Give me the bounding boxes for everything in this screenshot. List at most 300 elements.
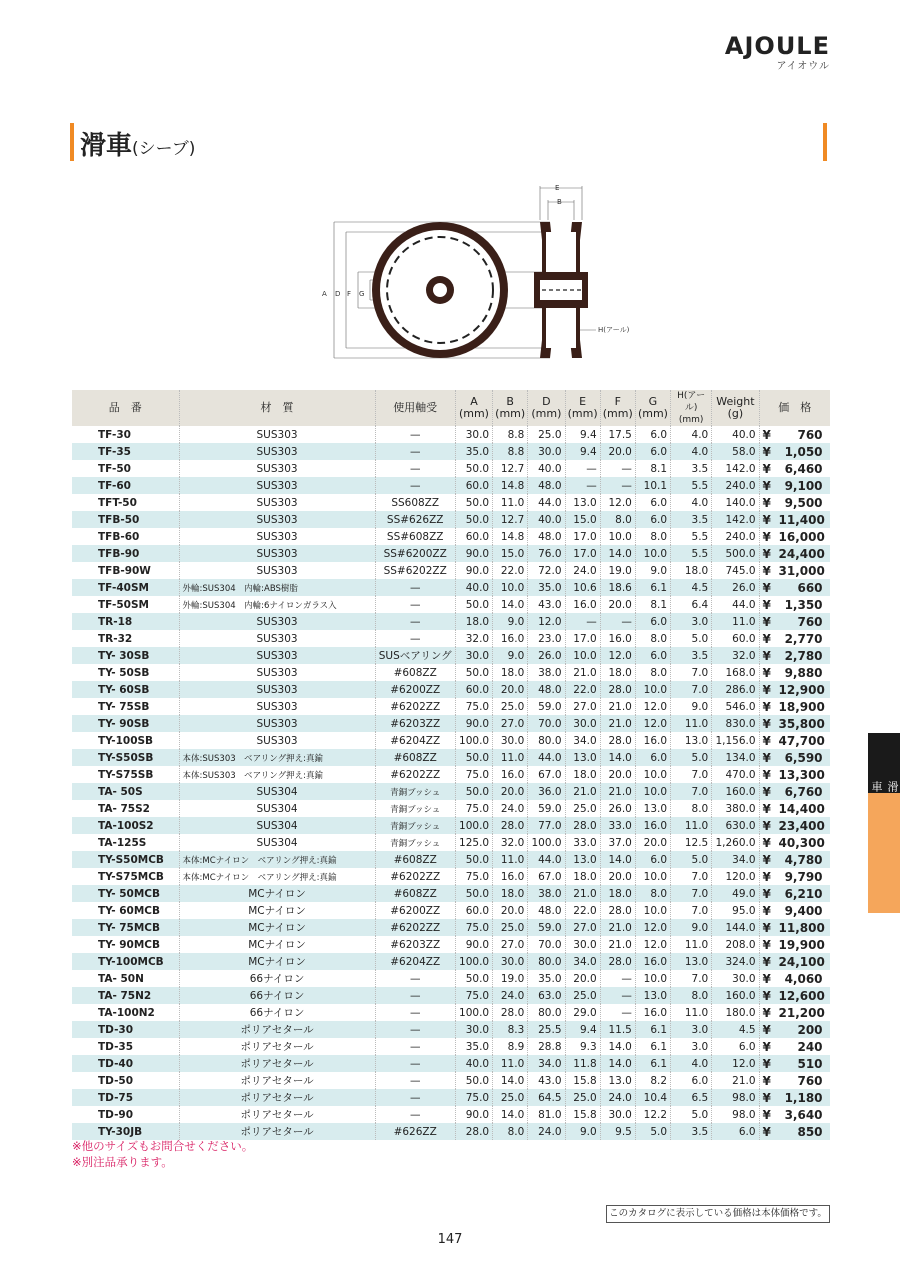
dim-g: 8.0 — [635, 885, 670, 902]
price-value: 9,880 — [784, 665, 823, 680]
dim-h: 8.0 — [671, 987, 712, 1004]
dim-h: 5.5 — [671, 545, 712, 562]
material: 本体:MCナイロン ベアリング押え:真鍮 — [179, 868, 375, 885]
dim-g: 6.0 — [635, 494, 670, 511]
title-sub: (シーブ) — [132, 139, 196, 159]
table-row — [72, 1055, 830, 1072]
dim-e: 25.0 — [565, 1089, 600, 1106]
dim-w: 470.0 — [712, 766, 759, 783]
dim-a: 90.0 — [455, 1106, 492, 1123]
table-row — [72, 953, 830, 970]
dim-b: 14.0 — [493, 596, 528, 613]
dim-b: 12.7 — [493, 460, 528, 477]
bearing: — — [375, 1055, 455, 1072]
dim-e: 9.3 — [565, 1038, 600, 1055]
dim-h: 9.0 — [671, 919, 712, 936]
dim-a: 35.0 — [455, 1038, 492, 1055]
material: 本体:SUS303 ベアリング押え:真鍮 — [179, 766, 375, 783]
bearing: — — [375, 630, 455, 647]
bearing: #6200ZZ — [375, 681, 455, 698]
dim-b: 22.0 — [493, 562, 528, 579]
price-value: 760 — [797, 1073, 823, 1088]
material: SUS303 — [179, 426, 375, 443]
product-code: TF-30 — [98, 428, 131, 441]
logo-sub: アイオウル — [776, 61, 830, 72]
bearing: #626ZZ — [375, 1123, 455, 1140]
dim-h: 7.0 — [671, 902, 712, 919]
dim-f: 10.0 — [600, 528, 635, 545]
dim-b: 9.0 — [493, 647, 528, 664]
yen-sign: ¥ — [762, 920, 771, 935]
dim-f: 20.0 — [600, 596, 635, 613]
product-code: TD-40 — [72, 1055, 179, 1072]
table-row — [72, 715, 830, 732]
dim-e: 27.0 — [565, 698, 600, 715]
title-accent-right — [823, 123, 827, 161]
price-value: 1,050 — [784, 444, 823, 459]
dim-w: 745.0 — [712, 562, 759, 579]
dim-a: 50.0 — [455, 596, 492, 613]
price-footnote: このカタログに表示している価格は本体価格です。 — [606, 1205, 830, 1223]
yen-sign: ¥ — [762, 903, 771, 918]
dim-e: 21.0 — [565, 783, 600, 800]
yen-sign: ¥ — [762, 478, 771, 493]
dim-a: 50.0 — [455, 783, 492, 800]
dim-e: 22.0 — [565, 681, 600, 698]
product-code: TY-S50MCB — [72, 851, 179, 868]
product-code: TF-35 — [72, 443, 179, 460]
dim-w: 60.0 — [712, 630, 759, 647]
price — [759, 494, 830, 511]
dim-e: — — [565, 460, 600, 477]
price-value: 21,200 — [778, 1005, 825, 1020]
price-value: 40,300 — [778, 835, 825, 850]
dim-e: 25.0 — [565, 800, 600, 817]
product-code: TD-35 — [98, 1040, 134, 1053]
spec-table — [72, 390, 830, 1140]
dim-f: — — [600, 477, 635, 494]
table-header-row — [72, 390, 830, 426]
material: SUS304 — [179, 783, 375, 800]
product-code: TY- 90MCB — [98, 938, 161, 951]
product-code: TR-32 — [98, 632, 133, 645]
dim-e: 15.0 — [565, 511, 600, 528]
dim-b: 20.0 — [493, 681, 528, 698]
dim-d: 28.8 — [528, 1038, 565, 1055]
dim-w: 140.0 — [712, 494, 759, 511]
bearing: #6202ZZ — [375, 919, 455, 936]
dim-h: 5.0 — [671, 851, 712, 868]
price-value: 4,780 — [784, 852, 823, 867]
dim-g: 6.1 — [635, 1038, 670, 1055]
yen-sign: ¥ — [762, 580, 771, 595]
dim-b: 16.0 — [493, 630, 528, 647]
price-value: 9,790 — [784, 869, 823, 884]
dim-g: 6.0 — [635, 426, 670, 443]
price-value: 19,900 — [778, 937, 825, 952]
price-value: 13,300 — [778, 767, 825, 782]
dim-h: 11.0 — [671, 817, 712, 834]
side-tab-accent — [868, 793, 900, 913]
dim-f: 17.5 — [600, 426, 635, 443]
table-row — [72, 443, 830, 460]
dim-b: 30.0 — [493, 732, 528, 749]
bearing: #6202ZZ — [375, 868, 455, 885]
dim-g: 10.0 — [635, 868, 670, 885]
product-code: TFT-50 — [98, 496, 137, 509]
dim-h: 4.5 — [671, 579, 712, 596]
dim-h: 11.0 — [671, 715, 712, 732]
dim-g: 16.0 — [635, 732, 670, 749]
dim-b: 15.0 — [493, 545, 528, 562]
material: 66ナイロン — [179, 970, 375, 987]
table-row — [72, 460, 830, 477]
dim-e: 17.0 — [565, 630, 600, 647]
dim-w: 160.0 — [712, 987, 759, 1004]
dim-e: 9.0 — [565, 1123, 600, 1140]
table-row — [72, 579, 830, 596]
material: SUS304 — [179, 834, 375, 851]
dim-e: 10.0 — [565, 647, 600, 664]
dim-w: 208.0 — [712, 936, 759, 953]
yen-sign: ¥ — [762, 597, 771, 612]
dim-f: 30.0 — [600, 1106, 635, 1123]
dim-f: — — [600, 987, 635, 1004]
dim-b: 12.7 — [493, 511, 528, 528]
dim-a: 50.0 — [455, 460, 492, 477]
price — [759, 902, 830, 919]
dim-h: 5.0 — [671, 749, 712, 766]
dim-w: 160.0 — [712, 783, 759, 800]
dim-d: 35.0 — [528, 970, 565, 987]
product-code: TY- 90SB — [72, 715, 179, 732]
dim-f: — — [600, 613, 635, 630]
dim-h: 3.0 — [671, 1021, 712, 1038]
price-value: 6,590 — [784, 750, 823, 765]
dim-d: 30.0 — [528, 443, 565, 460]
dim-a: 50.0 — [455, 664, 492, 681]
yen-sign: ¥ — [762, 682, 771, 697]
material: SUS303 — [179, 698, 375, 715]
dim-d: 70.0 — [528, 715, 565, 732]
dim-h: 3.5 — [671, 647, 712, 664]
side-tab — [868, 733, 900, 913]
dim-h: 11.0 — [671, 936, 712, 953]
dim-d: 44.0 — [528, 749, 565, 766]
dim-d: 80.0 — [528, 953, 565, 970]
price-value: 2,770 — [784, 631, 823, 646]
bearing: 青銅ブッシュ — [375, 800, 455, 817]
dim-a: 40.0 — [455, 1055, 492, 1072]
dim-h: 6.0 — [671, 1072, 712, 1089]
dim-g: 10.0 — [635, 970, 670, 987]
material: MCナイロン — [179, 902, 375, 919]
material: SUS303 — [179, 613, 375, 630]
dim-g: 10.4 — [635, 1089, 670, 1106]
yen-sign: ¥ — [762, 1005, 771, 1020]
product-code: TF-50 — [98, 462, 131, 475]
dim-d: 43.0 — [528, 1072, 565, 1089]
dim-a: 50.0 — [455, 511, 492, 528]
dim-a: 100.0 — [455, 732, 492, 749]
price — [759, 800, 830, 817]
table-row — [72, 902, 830, 919]
dim-f: 14.0 — [600, 1055, 635, 1072]
dim-b: 14.0 — [493, 1106, 528, 1123]
dim-e: 17.0 — [565, 545, 600, 562]
dim-f: 18.6 — [600, 579, 635, 596]
dim-e: 27.0 — [565, 919, 600, 936]
dim-e: — — [565, 613, 600, 630]
dim-w: 6.0 — [712, 1123, 759, 1140]
material: MCナイロン — [179, 885, 375, 902]
product-code: TA- 50S — [72, 783, 179, 800]
dim-h: 7.0 — [671, 885, 712, 902]
dim-w: 142.0 — [712, 460, 759, 477]
product-code: TY- 60MCB — [98, 904, 161, 917]
material: SUS304 — [179, 800, 375, 817]
price-value: 660 — [797, 580, 823, 595]
col-header: A (mm) — [455, 390, 492, 426]
dim-g: 10.0 — [635, 783, 670, 800]
dim-g: 16.0 — [635, 953, 670, 970]
table-row — [72, 936, 830, 953]
dim-d: 48.0 — [528, 681, 565, 698]
table-row — [72, 698, 830, 715]
price — [759, 579, 830, 596]
material: MCナイロン — [179, 953, 375, 970]
dim-d: 40.0 — [528, 511, 565, 528]
dim-d: 70.0 — [528, 936, 565, 953]
yen-sign: ¥ — [762, 784, 771, 799]
price-value: 3,640 — [784, 1107, 823, 1122]
dim-h: 5.0 — [671, 1106, 712, 1123]
table-row — [72, 613, 830, 630]
price-value: 23,400 — [778, 818, 825, 833]
price — [759, 630, 830, 647]
dim-f: 18.0 — [600, 885, 635, 902]
dim-a: 75.0 — [455, 987, 492, 1004]
product-code: TD-50 — [98, 1074, 134, 1087]
dim-h: 5.5 — [671, 528, 712, 545]
dim-b: 14.8 — [493, 528, 528, 545]
dim-w: 830.0 — [712, 715, 759, 732]
dim-e: 10.6 — [565, 579, 600, 596]
dim-g: 12.0 — [635, 715, 670, 732]
dim-e: 22.0 — [565, 902, 600, 919]
material: 外輪:SUS304 内輪:ABS樹脂 — [179, 579, 375, 596]
dim-f: — — [600, 1004, 635, 1021]
price — [759, 783, 830, 800]
dim-a: 60.0 — [455, 528, 492, 545]
dim-f: 19.0 — [600, 562, 635, 579]
dim-g: 5.0 — [635, 1123, 670, 1140]
yen-sign: ¥ — [762, 835, 771, 850]
dim-w: 500.0 — [712, 545, 759, 562]
product-code: TA-125S — [98, 836, 147, 849]
dim-f: 14.0 — [600, 545, 635, 562]
dim-g: 10.0 — [635, 766, 670, 783]
dim-b: 19.0 — [493, 970, 528, 987]
dim-h: 5.0 — [671, 630, 712, 647]
bearing: #6202ZZ — [375, 766, 455, 783]
yen-sign: ¥ — [762, 648, 771, 663]
material: ポリアセタール — [179, 1106, 375, 1123]
dim-g: 10.0 — [635, 902, 670, 919]
note-line: ※別注品承ります。 — [72, 1155, 173, 1169]
dim-d: 63.0 — [528, 987, 565, 1004]
yen-sign: ¥ — [762, 529, 771, 544]
dim-d: 72.0 — [528, 562, 565, 579]
dim-w: 6.0 — [712, 1038, 759, 1055]
dim-f: 14.0 — [600, 1038, 635, 1055]
bearing: — — [375, 477, 455, 494]
table-row — [72, 885, 830, 902]
dim-a: 30.0 — [455, 647, 492, 664]
bearing: — — [375, 1004, 455, 1021]
dim-h: 7.0 — [671, 868, 712, 885]
yen-sign: ¥ — [762, 716, 771, 731]
dim-g: 12.2 — [635, 1106, 670, 1123]
col-header: Weight (g) — [712, 390, 759, 426]
bearing: — — [375, 443, 455, 460]
price — [759, 1072, 830, 1089]
bearing: — — [375, 970, 455, 987]
dim-h: 7.0 — [671, 970, 712, 987]
dim-b: 18.0 — [493, 885, 528, 902]
dim-b: 27.0 — [493, 936, 528, 953]
material: ポリアセタール — [179, 1021, 375, 1038]
table-row — [72, 1004, 830, 1021]
dim-f: 11.5 — [600, 1021, 635, 1038]
dim-a: 50.0 — [455, 970, 492, 987]
yen-sign: ¥ — [762, 495, 771, 510]
dim-g: 8.1 — [635, 596, 670, 613]
dim-f: 28.0 — [600, 902, 635, 919]
price-value: 4,060 — [784, 971, 823, 986]
dim-f: 21.0 — [600, 936, 635, 953]
material: ポリアセタール — [179, 1072, 375, 1089]
product-code: TA- 75N2 — [72, 987, 179, 1004]
table-row — [72, 868, 830, 885]
dim-h: 13.0 — [671, 732, 712, 749]
price — [759, 426, 830, 443]
dim-b: 11.0 — [493, 494, 528, 511]
table-row — [72, 800, 830, 817]
dim-b: 8.3 — [493, 1021, 528, 1038]
price-value: 12,900 — [778, 682, 825, 697]
col-header: 使用軸受 — [375, 390, 455, 426]
dim-e: — — [565, 477, 600, 494]
dim-e: 13.0 — [565, 494, 600, 511]
dim-d: 44.0 — [528, 851, 565, 868]
price — [759, 953, 830, 970]
material: SUS303 — [179, 664, 375, 681]
bearing: SS608ZZ — [375, 494, 455, 511]
price — [759, 817, 830, 834]
dim-e: 11.8 — [565, 1055, 600, 1072]
dim-e: 29.0 — [565, 1004, 600, 1021]
yen-sign: ¥ — [762, 852, 771, 867]
table-row — [72, 970, 830, 987]
table-row — [72, 1038, 830, 1055]
price — [759, 443, 830, 460]
dim-e: 16.0 — [565, 596, 600, 613]
dim-g: 10.0 — [635, 681, 670, 698]
brand-logo — [725, 32, 830, 72]
yen-sign: ¥ — [762, 699, 771, 714]
dim-h: 7.0 — [671, 783, 712, 800]
dim-h: 8.0 — [671, 800, 712, 817]
yen-sign: ¥ — [762, 563, 771, 578]
table-row — [72, 1021, 830, 1038]
dim-w: 630.0 — [712, 817, 759, 834]
bearing: — — [375, 1072, 455, 1089]
table-row — [72, 664, 830, 681]
dim-h: 7.0 — [671, 664, 712, 681]
dim-a: 90.0 — [455, 545, 492, 562]
bearing: — — [375, 1038, 455, 1055]
page-title — [80, 125, 195, 162]
dim-g: 12.0 — [635, 698, 670, 715]
price-value: 24,100 — [778, 954, 825, 969]
dim-w: 120.0 — [712, 868, 759, 885]
bearing: — — [375, 1021, 455, 1038]
dim-h: 7.0 — [671, 681, 712, 698]
dim-f: 37.0 — [600, 834, 635, 851]
dim-a: 50.0 — [455, 885, 492, 902]
dim-a: 75.0 — [455, 919, 492, 936]
bearing: 青銅ブッシュ — [375, 817, 455, 834]
dim-e: 24.0 — [565, 562, 600, 579]
dim-b: 20.0 — [493, 902, 528, 919]
dim-h: 6.5 — [671, 1089, 712, 1106]
dim-h: 3.0 — [671, 1038, 712, 1055]
price-value: 9,100 — [784, 478, 823, 493]
dim-w: 180.0 — [712, 1004, 759, 1021]
yen-sign: ¥ — [762, 750, 771, 765]
material: ポリアセタール — [179, 1123, 375, 1140]
price-value: 31,000 — [778, 563, 825, 578]
dim-d: 12.0 — [528, 613, 565, 630]
dim-g: 8.0 — [635, 528, 670, 545]
dim-h: 7.0 — [671, 766, 712, 783]
dim-h: 13.0 — [671, 953, 712, 970]
price — [759, 851, 830, 868]
dim-label-b: B — [557, 198, 562, 206]
yen-sign: ¥ — [762, 801, 771, 816]
price — [759, 1038, 830, 1055]
dim-a: 75.0 — [455, 766, 492, 783]
price — [759, 715, 830, 732]
yen-sign: ¥ — [762, 971, 771, 986]
dim-a: 35.0 — [455, 443, 492, 460]
dim-h: 3.5 — [671, 511, 712, 528]
dim-w: 26.0 — [712, 579, 759, 596]
dim-a: 90.0 — [455, 562, 492, 579]
price — [759, 596, 830, 613]
product-code: TR-18 — [72, 613, 179, 630]
bearing: SS#6202ZZ — [375, 562, 455, 579]
logo-main: AJOULE — [724, 32, 830, 60]
product-code: TD-30 — [72, 1021, 179, 1038]
col-header: G (mm) — [635, 390, 670, 426]
dim-w: 32.0 — [712, 647, 759, 664]
dim-b: 9.0 — [493, 613, 528, 630]
dim-b: 14.0 — [493, 1072, 528, 1089]
dim-h: 6.4 — [671, 596, 712, 613]
dim-label-g: G — [359, 290, 365, 298]
